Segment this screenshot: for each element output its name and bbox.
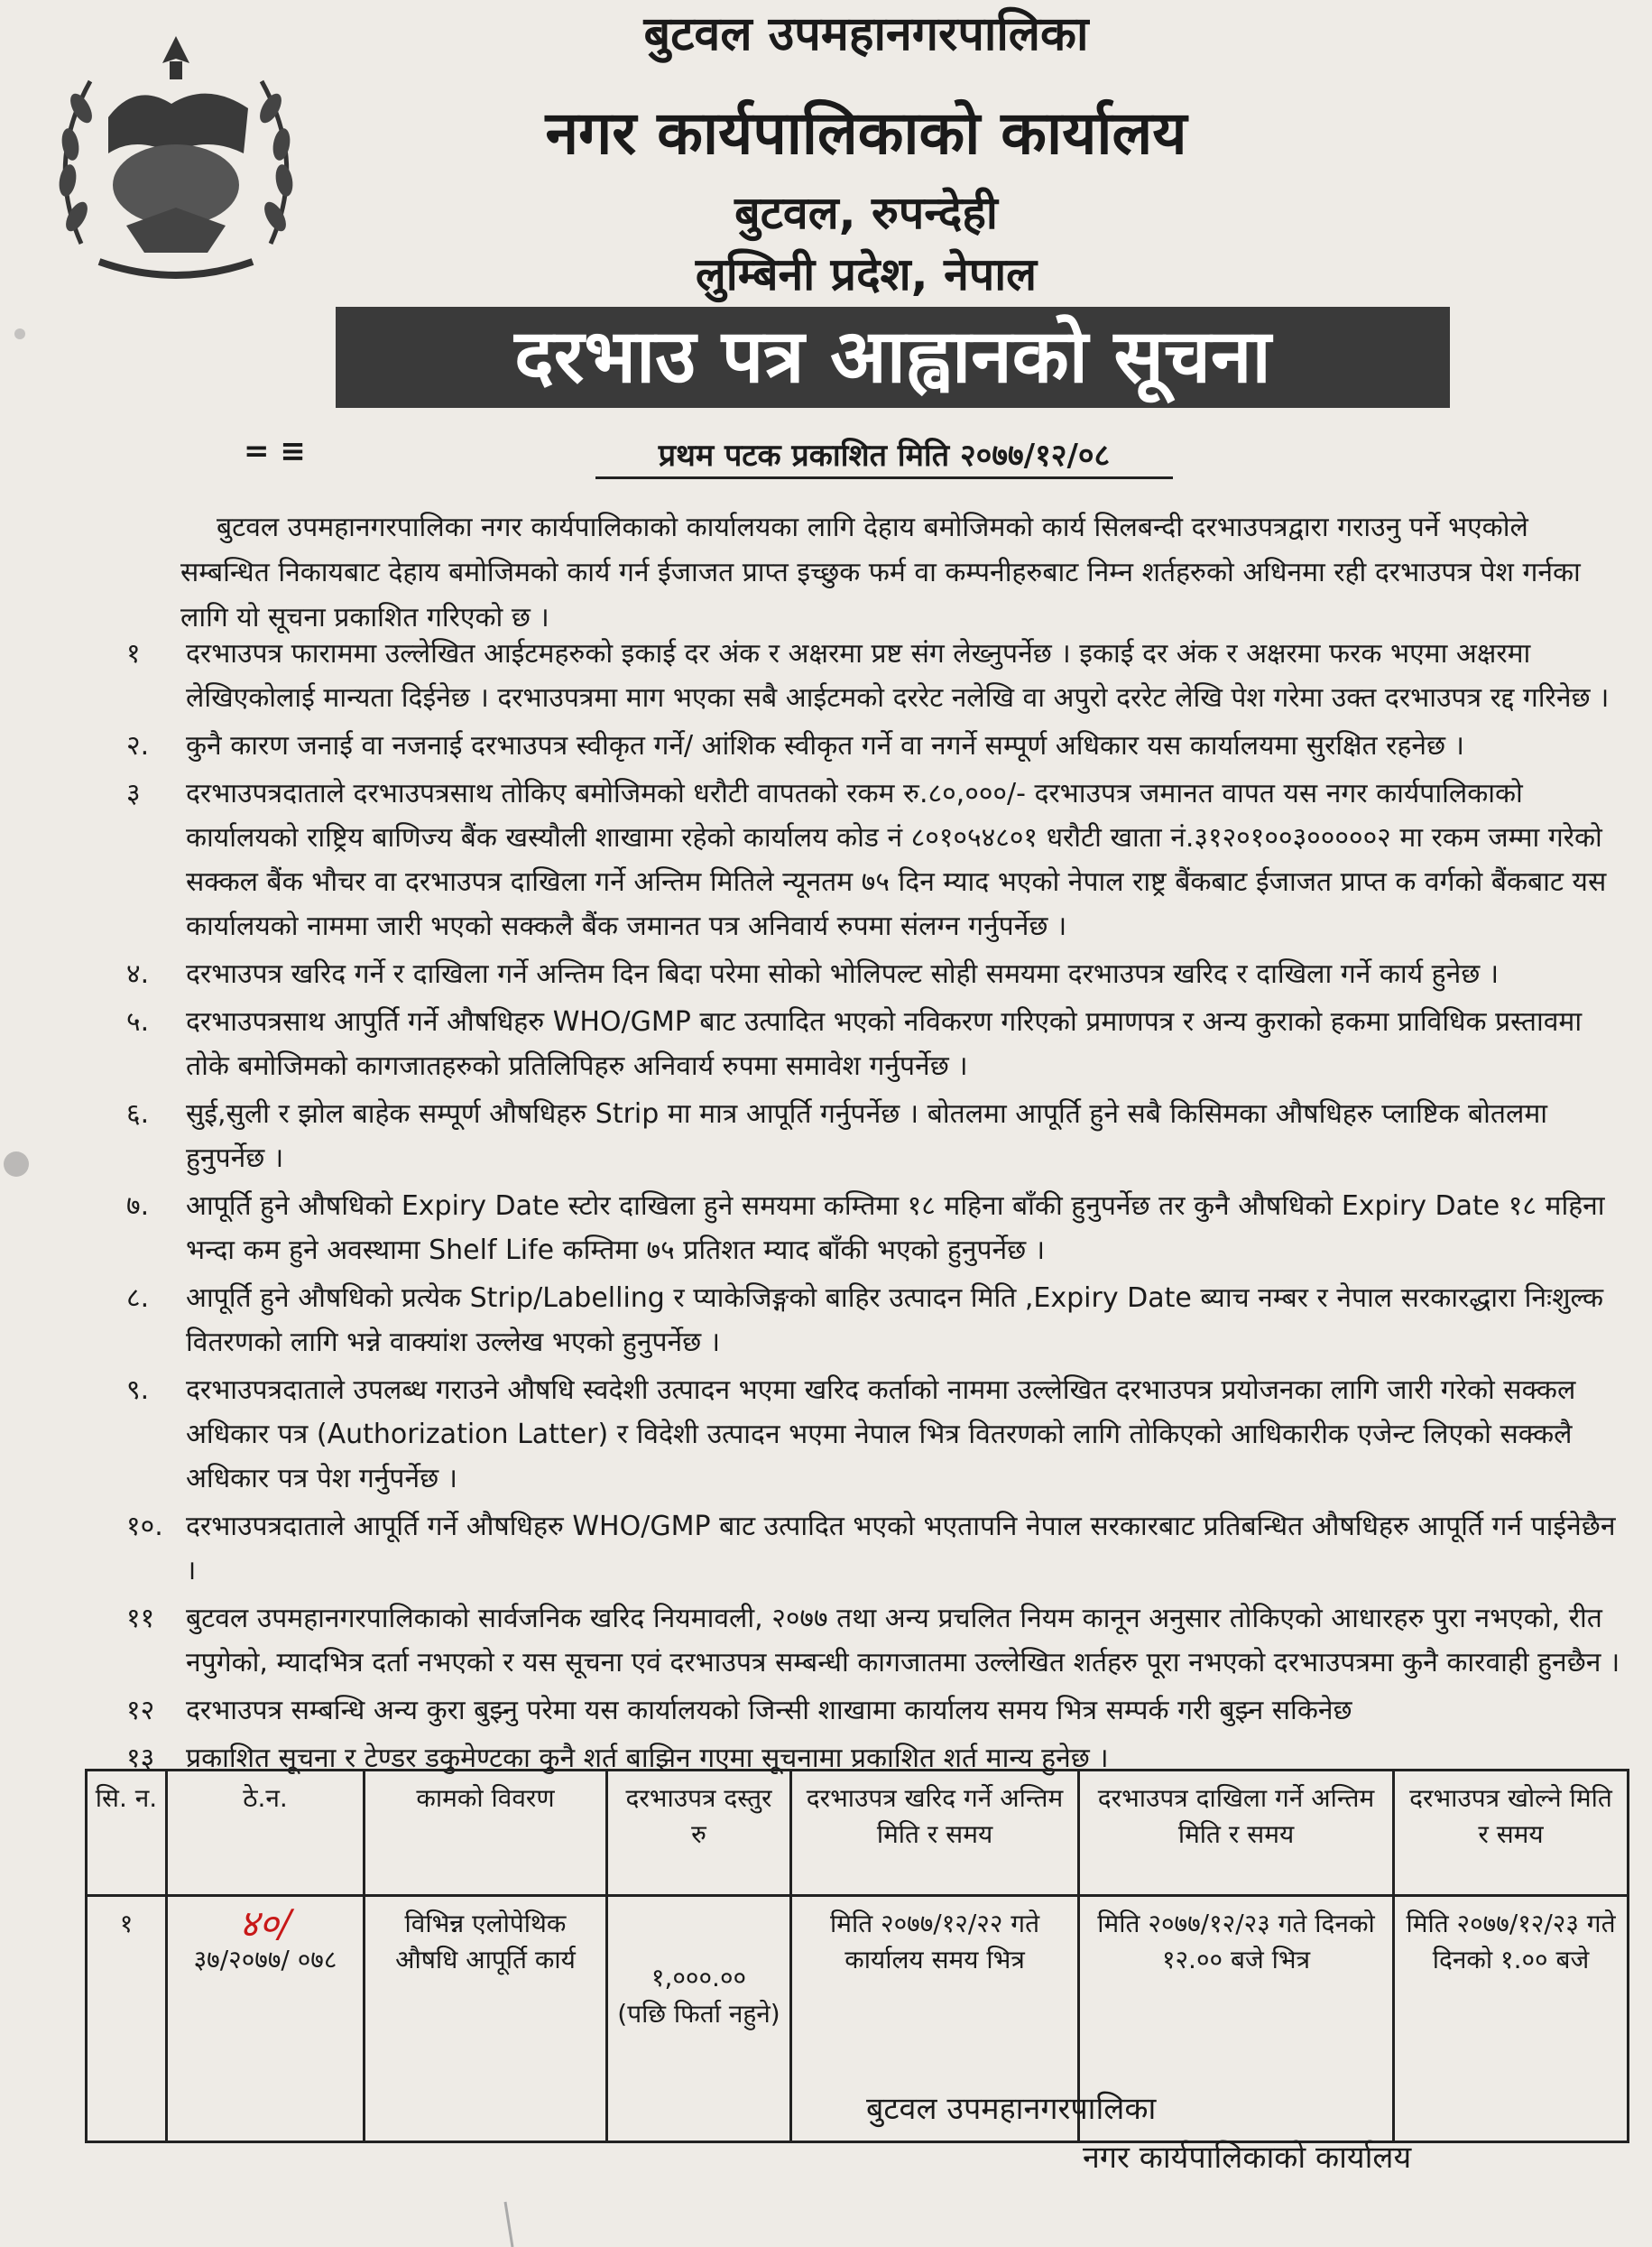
condition-text: दरभाउपत्र खरिद गर्ने र दाखिला गर्ने अन्तिम दिन बिदा परेमा सोको भोलिपल्ट सोही समयमा दरभाउपत्र खरिद र दाखिला गर्ने कार्य हुनेछ ।	[186, 958, 1500, 990]
condition-number: १०.	[126, 1511, 163, 1542]
condition-text: दरभाउपत्र सम्बन्धि अन्य कुरा बुझ्नु परेमा यस कार्यालयको जिन्सी शाखामा कार्यालय समय भित्र सम्पर्क गरी बुझ्न सकिनेछ	[186, 1695, 1352, 1726]
col-opening-date: दरभाउपत्र खोल्ने मिति र समय	[1394, 1771, 1629, 1896]
condition-text: आपूर्ति हुने औषधिको Expiry Date स्टोर दाखिला हुने समयमा कम्तिमा १८ महिना बाँकी हुनुपर्नेछ तर कुनै औषधिको Expiry Date १८ महिना भन्दा कम हुने अवस्थामा Shelf Life कम्तिमा ७५ प्रतिशत म्याद बाँकी भएको हुनुपर्नेछ ।	[186, 1190, 1605, 1266]
condition-text: सुई,सुली र झोल बाहेक सम्पूर्ण औषधिहरु Strip मा मात्र आपूर्ति गर्नुपर्नेछ । बोतलमा आपूर्ति हुने सबै किसिमका औषधिहरु प्लाष्टिक बोतलमा हुनुपर्नेछ ।	[186, 1098, 1548, 1174]
col-purchase-deadline: दरभाउपत्र खरिद गर्ने अन्तिम मिति र समय	[791, 1771, 1079, 1896]
contract-number: ३७/२०७७/ ०७८	[193, 1945, 337, 1974]
condition-number: ४.	[126, 958, 150, 990]
cell-description: विभिन्न एलोपेथिक औषधि आपूर्ति कार्य	[365, 1896, 607, 2142]
condition-number: ३	[126, 778, 141, 809]
cell-purchase-deadline: मिति २०७७/१२/२२ गते कार्यालय समय भित्र	[791, 1896, 1079, 2142]
condition-number: ११	[126, 1603, 155, 1634]
condition-number: ५.	[126, 1006, 150, 1038]
condition-text: दरभाउपत्रदाताले उपलब्ध गराउने औषधि स्वदेशी उत्पादन भएमा खरिद कर्ताको नाममा उल्लेखित दरभाउपत्र प्रयोजनका लागि जारी गरेको सक्कल अधिकार पत्र (Authorization Latter) र विदेशी उत्पादन भएमा नेपाल भित्र वितरणको लागि तोकिएको आधिकारीक एजेन्ट लिएको सक्कलै अधिकार पत्र पेश गर्नुपर्नेछ ।	[186, 1374, 1576, 1494]
col-fee: दरभाउपत्र दस्तुर रु	[607, 1771, 791, 1896]
condition-number: १२	[126, 1695, 155, 1726]
col-contract-no: ठे.न.	[167, 1771, 365, 1896]
fee-note: (पछि फिर्ता नहुने)	[617, 1999, 780, 2029]
condition-number: ८.	[126, 1282, 150, 1314]
condition-text: दरभाउपत्रदाताले दरभाउपत्रसाथ तोकिए बमोजिमको धरौटी वापतको रकम रु.८०,०००/- दरभाउपत्र जमानत वापत यस नगर कार्यपालिकाको कार्यालयको राष्ट्रिय बाणिज्य बैंक खस्यौली शाखामा रहेको कार्यालय कोड नं ८०१०५४८०१ धरौटी खाता नं.३१२०१००३०००००२ मा रकम जम्मा गरेको सक्कल बैंक भौचर वा दरभाउपत्र दाखिला गर्ने अन्तिम मितिले न्यूनतम ७५ दिन म्याद भएको नेपाल राष्ट्र बैंकबाट ईजाजत प्राप्त क वर्गको बैंकबाट यस कार्यालयको नाममा जारी भएको सक्कलै बैंक जमानत पत्र अनिवार्य रुपमा संलग्न गर्नुपर्नेछ ।	[186, 778, 1607, 942]
office-location: बुटवल, रुपन्देही	[734, 187, 998, 239]
municipality-name: बुटवल उपमहानगरपालिका	[643, 7, 1089, 61]
condition-number: १	[126, 638, 141, 670]
decorative-marks: = ≡	[244, 433, 306, 469]
office-name: नगर कार्यपालिकाको कार्यालय	[545, 98, 1187, 168]
col-serial: सि. न.	[87, 1771, 167, 1896]
condition-text: बुटवल उपमहानगरपालिकाको सार्वजनिक खरिद नियमावली, २०७७ तथा अन्य प्रचलित नियम कानून अनुसार तोकिएको आधारहरु पुरा नभएको, रीत नपुगेको, म्यादभित्र दर्ता नभएको र यस सूचना एवं दरभाउपत्र सम्बन्धी कागजातमा उल्लेखित शर्तहरु पूरा नभएको दरभाउपत्रमा कुनै कारवाही हुनछैन ।	[186, 1603, 1620, 1678]
condition-text: कुनै कारण जनाई वा नजनाई दरभाउपत्र स्वीकृत गर्ने/ आंशिक स्वीकृत गर्ने वा नगर्ने सम्पूर्ण अधिकार यस कार्यालयमा सुरक्षित रहनेछ ।	[186, 730, 1464, 762]
cell-serial: १	[87, 1896, 167, 2142]
condition-number: १३	[126, 1743, 155, 1774]
condition-number: ७.	[126, 1190, 150, 1222]
fee-amount: १,०००.००	[651, 1963, 747, 1993]
intro-paragraph: बुटवल उपमहानगरपालिका नगर कार्यपालिकाको कार्यालयका लागि देहाय बमोजिमको कार्य सिलबन्दी दरभाउपत्रद्वारा गराउनु पर्ने भएकोले सम्बन्धित निकायबाट देहाय बमोजिमको कार्य गर्न ईजाजत प्राप्त इच्छुक फर्म वा कम्पनीहरुबाट निम्न शर्तहरुको अधिनमा रही दरभाउपत्र पेश गर्नका लागि यो सूचना प्रकाशित गरिएको छ ।	[180, 512, 1581, 633]
condition-number: ६.	[126, 1098, 150, 1130]
condition-text: दरभाउपत्रसाथ आपुर्ति गर्ने औषधिहरु WHO/GMP बाट उत्पादित भएको नविकरण गरिएको प्रमाणपत्र र अन्य कुराको हकमा प्राविधिक प्रस्तावमा तोके बमोजिमको कागजातहरुको प्रतिलिपिहरु अनिवार्य रुपमा समावेश गर्नुपर्नेछ ।	[186, 1006, 1583, 1082]
condition-number: २.	[126, 730, 150, 762]
col-submission-deadline: दरभाउपत्र दाखिला गर्ने अन्तिम मिति र समय	[1079, 1771, 1394, 1896]
cell-opening-date: मिति २०७७/१२/२३ गते दिनको १.०० बजे	[1394, 1896, 1629, 2142]
condition-number: ९.	[126, 1374, 150, 1406]
condition-text: आपूर्ति हुने औषधिको प्रत्येक Strip/Labelling र प्याकेजिङ्गको बाहिर उत्पादन मिति ,Expiry Date ब्याच नम्बर र नेपाल सरकारद्धारा निःशुल्क वितरणको लागि भन्ने वाक्यांश उल्लेख भएको हुनुपर्नेछ ।	[186, 1282, 1604, 1358]
notice-title-banner: दरभाउ पत्र आह्वानको सूचना	[336, 307, 1450, 408]
condition-text: दरभाउपत्रदाताले आपूर्ति गर्ने औषधिहरु WHO/GMP बाट उत्पादित भएको भएतापनि नेपाल सरकारबाट प्रतिबन्धित औषधिहरु आपूर्ति गर्न पाईनेछैन ।	[186, 1511, 1616, 1586]
publication-date: प्रथम पटक प्रकाशित मिति २०७७/१२/०८	[595, 433, 1173, 479]
province-country: लुम्बिनी प्रदेश, नेपाल	[695, 248, 1038, 301]
condition-text: दरभाउपत्र फाराममा उल्लेखित आईटमहरुको इकाई दर अंक र अक्षरमा प्रष्ट संग लेख्नुपर्नेछ । इकाई दर अंक र अक्षरमा फरक भएमा अक्षरमा लेखिएकोलाई मान्यता दिईनेछ । दरभाउपत्रमा माग भएका सबै आईटमको दररेट नलेखि वा अपुरो दररेट लेखि पेश गरेमा उक्त दरभाउपत्र रद्द गरिनेछ ।	[186, 638, 1610, 714]
handwritten-number: ४०/	[239, 1901, 291, 1946]
col-description: कामको विवरण	[365, 1771, 607, 1896]
condition-text: प्रकाशित सूचना र टेण्डर डकुमेण्टका कुनै शर्त बाझिन गएमा सूचनामा प्रकाशित शर्त मान्य हुनेछ ।	[186, 1743, 1109, 1774]
cell-submission-deadline: मिति २०७७/१२/२३ गते दिनको १२.०० बजे भित्र	[1079, 1896, 1394, 2142]
signature-line-1: बुटवल उपमहानगरपालिका	[866, 2091, 1157, 2127]
signature-line-2: नगर कार्यपालिकाको कार्यालय	[1083, 2140, 1412, 2176]
